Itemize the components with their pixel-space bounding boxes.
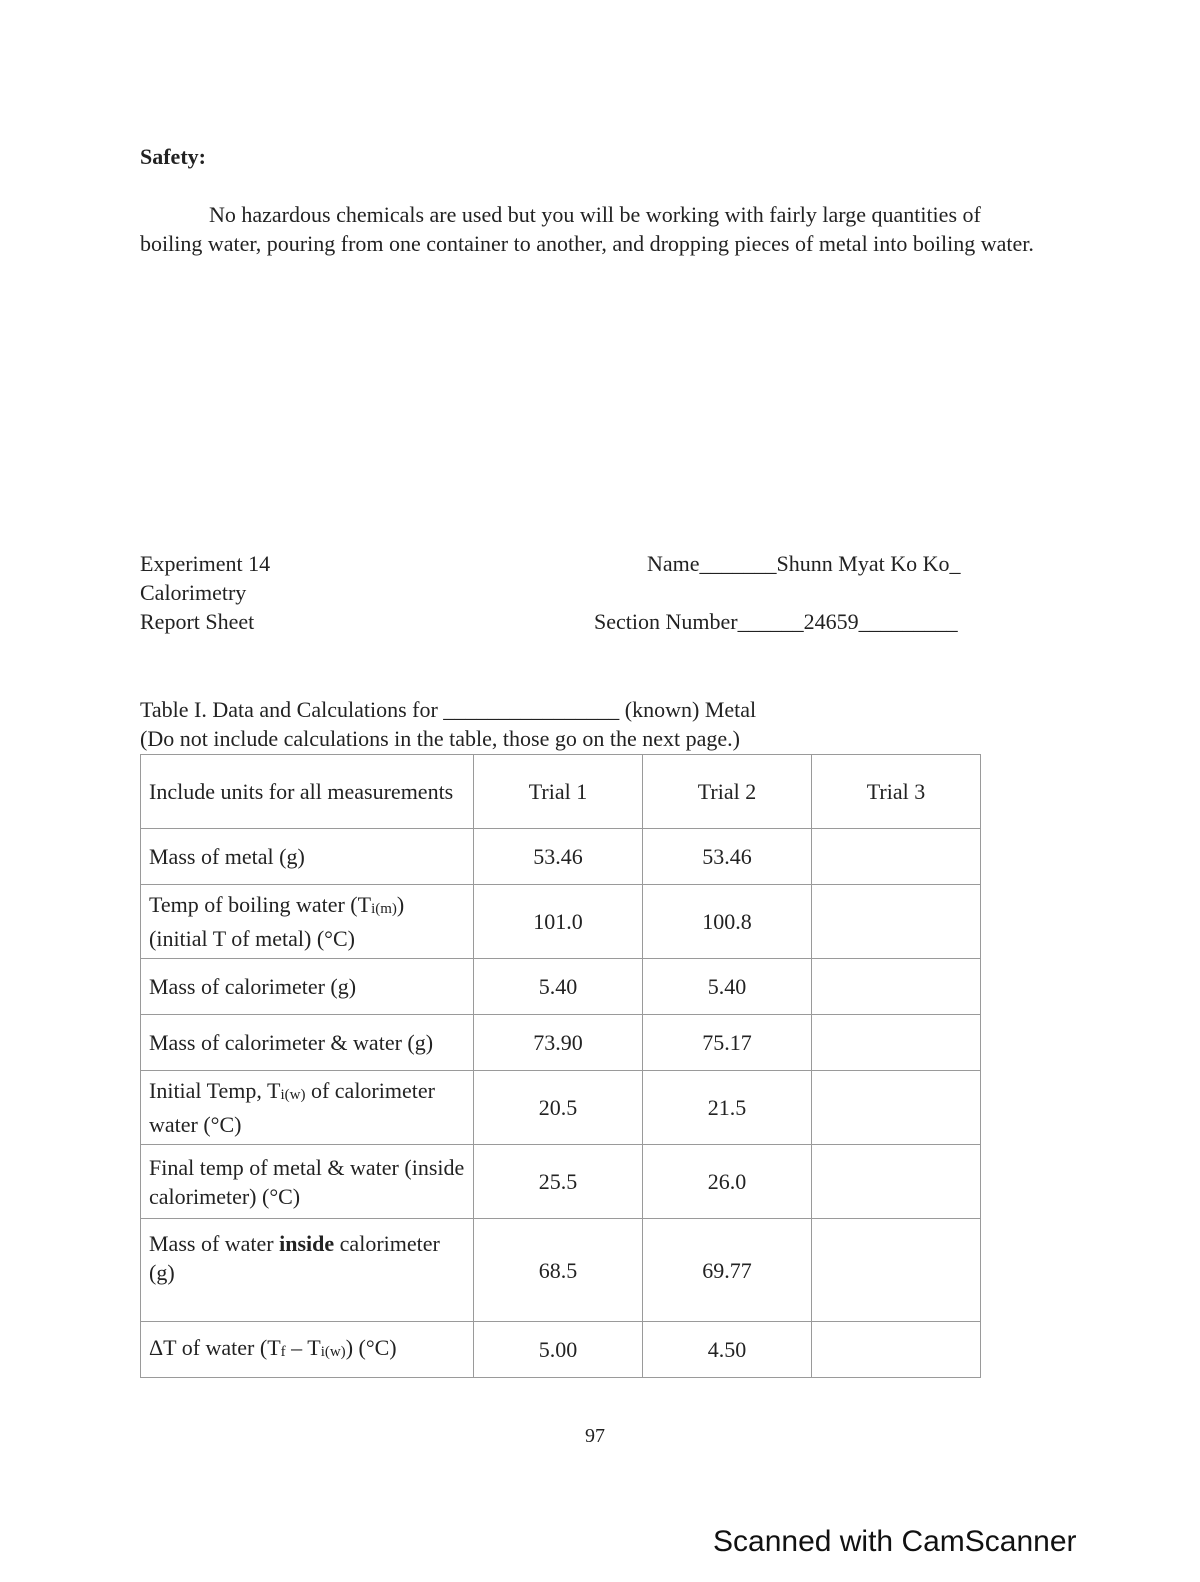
header-label: Include units for all measurements xyxy=(141,755,474,829)
cell-trial-1: 5.40 xyxy=(474,959,643,1015)
cell-trial-3 xyxy=(812,1145,981,1219)
cell-trial-3 xyxy=(812,959,981,1015)
cell-trial-3 xyxy=(812,829,981,885)
cell-trial-3 xyxy=(812,885,981,959)
experiment-number: Experiment 14 xyxy=(140,551,271,576)
cell-trial-2: 69.77 xyxy=(643,1219,812,1322)
name-value: Shunn Myat Ko Ko_ xyxy=(776,551,961,576)
table-row xyxy=(141,1219,981,1322)
cell-trial-3 xyxy=(812,1322,981,1378)
caption-prefix: Table I. Data and Calculations for xyxy=(140,697,438,722)
cell-trial-1: 20.5 xyxy=(474,1071,643,1145)
row-label: Initial Temp, Ti(w) of calorimeter water (°C) xyxy=(141,1071,474,1145)
row-label: ΔT of water (Tf – Ti(w)) (°C) xyxy=(141,1322,474,1378)
caption-note: (Do not include calculations in the table, those go on the next page.) xyxy=(140,726,740,751)
cell-trial-1: 68.5 xyxy=(474,1219,643,1322)
header-trial-2: Trial 2 xyxy=(643,755,812,829)
cell-trial-1: 73.90 xyxy=(474,1015,643,1071)
header-trial-1: Trial 1 xyxy=(474,755,643,829)
experiment-info xyxy=(140,549,270,636)
cell-trial-2: 26.0 xyxy=(643,1145,812,1219)
cell-trial-2: 4.50 xyxy=(643,1322,812,1378)
section-label: Section Number xyxy=(594,609,738,634)
cell-trial-3 xyxy=(812,1071,981,1145)
name-label: Name xyxy=(647,551,700,576)
table-row xyxy=(141,829,981,885)
table-row xyxy=(141,1071,981,1145)
row-label: Mass of metal (g) xyxy=(141,829,474,885)
cell-trial-2: 5.40 xyxy=(643,959,812,1015)
row-label: Mass of water inside calorimeter (g) xyxy=(141,1219,474,1322)
cell-trial-1: 53.46 xyxy=(474,829,643,885)
cell-trial-1: 101.0 xyxy=(474,885,643,959)
table-row xyxy=(141,885,981,959)
cell-trial-2: 53.46 xyxy=(643,829,812,885)
cell-trial-2: 21.5 xyxy=(643,1071,812,1145)
table-row xyxy=(141,1145,981,1219)
cell-trial-2: 100.8 xyxy=(643,885,812,959)
row-label: Mass of calorimeter & water (g) xyxy=(141,1015,474,1071)
cell-trial-1: 25.5 xyxy=(474,1145,643,1219)
caption-suffix: (known) Metal xyxy=(624,697,757,722)
data-table xyxy=(140,754,981,1378)
table-row xyxy=(141,1015,981,1071)
cell-trial-2: 75.17 xyxy=(643,1015,812,1071)
table-caption: Table I. Data and Calculations for ________________ (known) Metal (Do not include calculations in the table, those go on the next page.) xyxy=(140,697,757,751)
row-label: Mass of calorimeter (g) xyxy=(141,959,474,1015)
section-line: Section Number______24659_________ xyxy=(594,609,958,634)
row-label: Final temp of metal & water (inside calorimeter) (°C) xyxy=(141,1145,474,1219)
page-number: 97 xyxy=(585,1425,605,1447)
cell-trial-3 xyxy=(812,1015,981,1071)
section-value: 24659 xyxy=(803,609,859,634)
safety-heading: Safety: xyxy=(140,144,206,169)
report-sheet-label: Report Sheet xyxy=(140,609,255,634)
experiment-subject: Calorimetry xyxy=(140,580,247,605)
cell-trial-3 xyxy=(812,1219,981,1322)
header-trial-3: Trial 3 xyxy=(812,755,981,829)
table-row xyxy=(141,1322,981,1378)
table-row xyxy=(141,959,981,1015)
safety-text: No hazardous chemicals are used but you will be working with fairly large quantities of boiling water, pouring from one container to another, and dropping pieces of metal into boiling water. xyxy=(140,202,1034,256)
cell-trial-1: 5.00 xyxy=(474,1322,643,1378)
camscanner-watermark: Scanned with CamScanner xyxy=(713,1525,1077,1558)
name-line: Name_______Shunn Myat Ko Ko_ xyxy=(647,551,961,576)
table-header-row xyxy=(141,755,981,829)
row-label: Temp of boiling water (Ti(m)) (initial T of metal) (°C) xyxy=(141,885,474,959)
